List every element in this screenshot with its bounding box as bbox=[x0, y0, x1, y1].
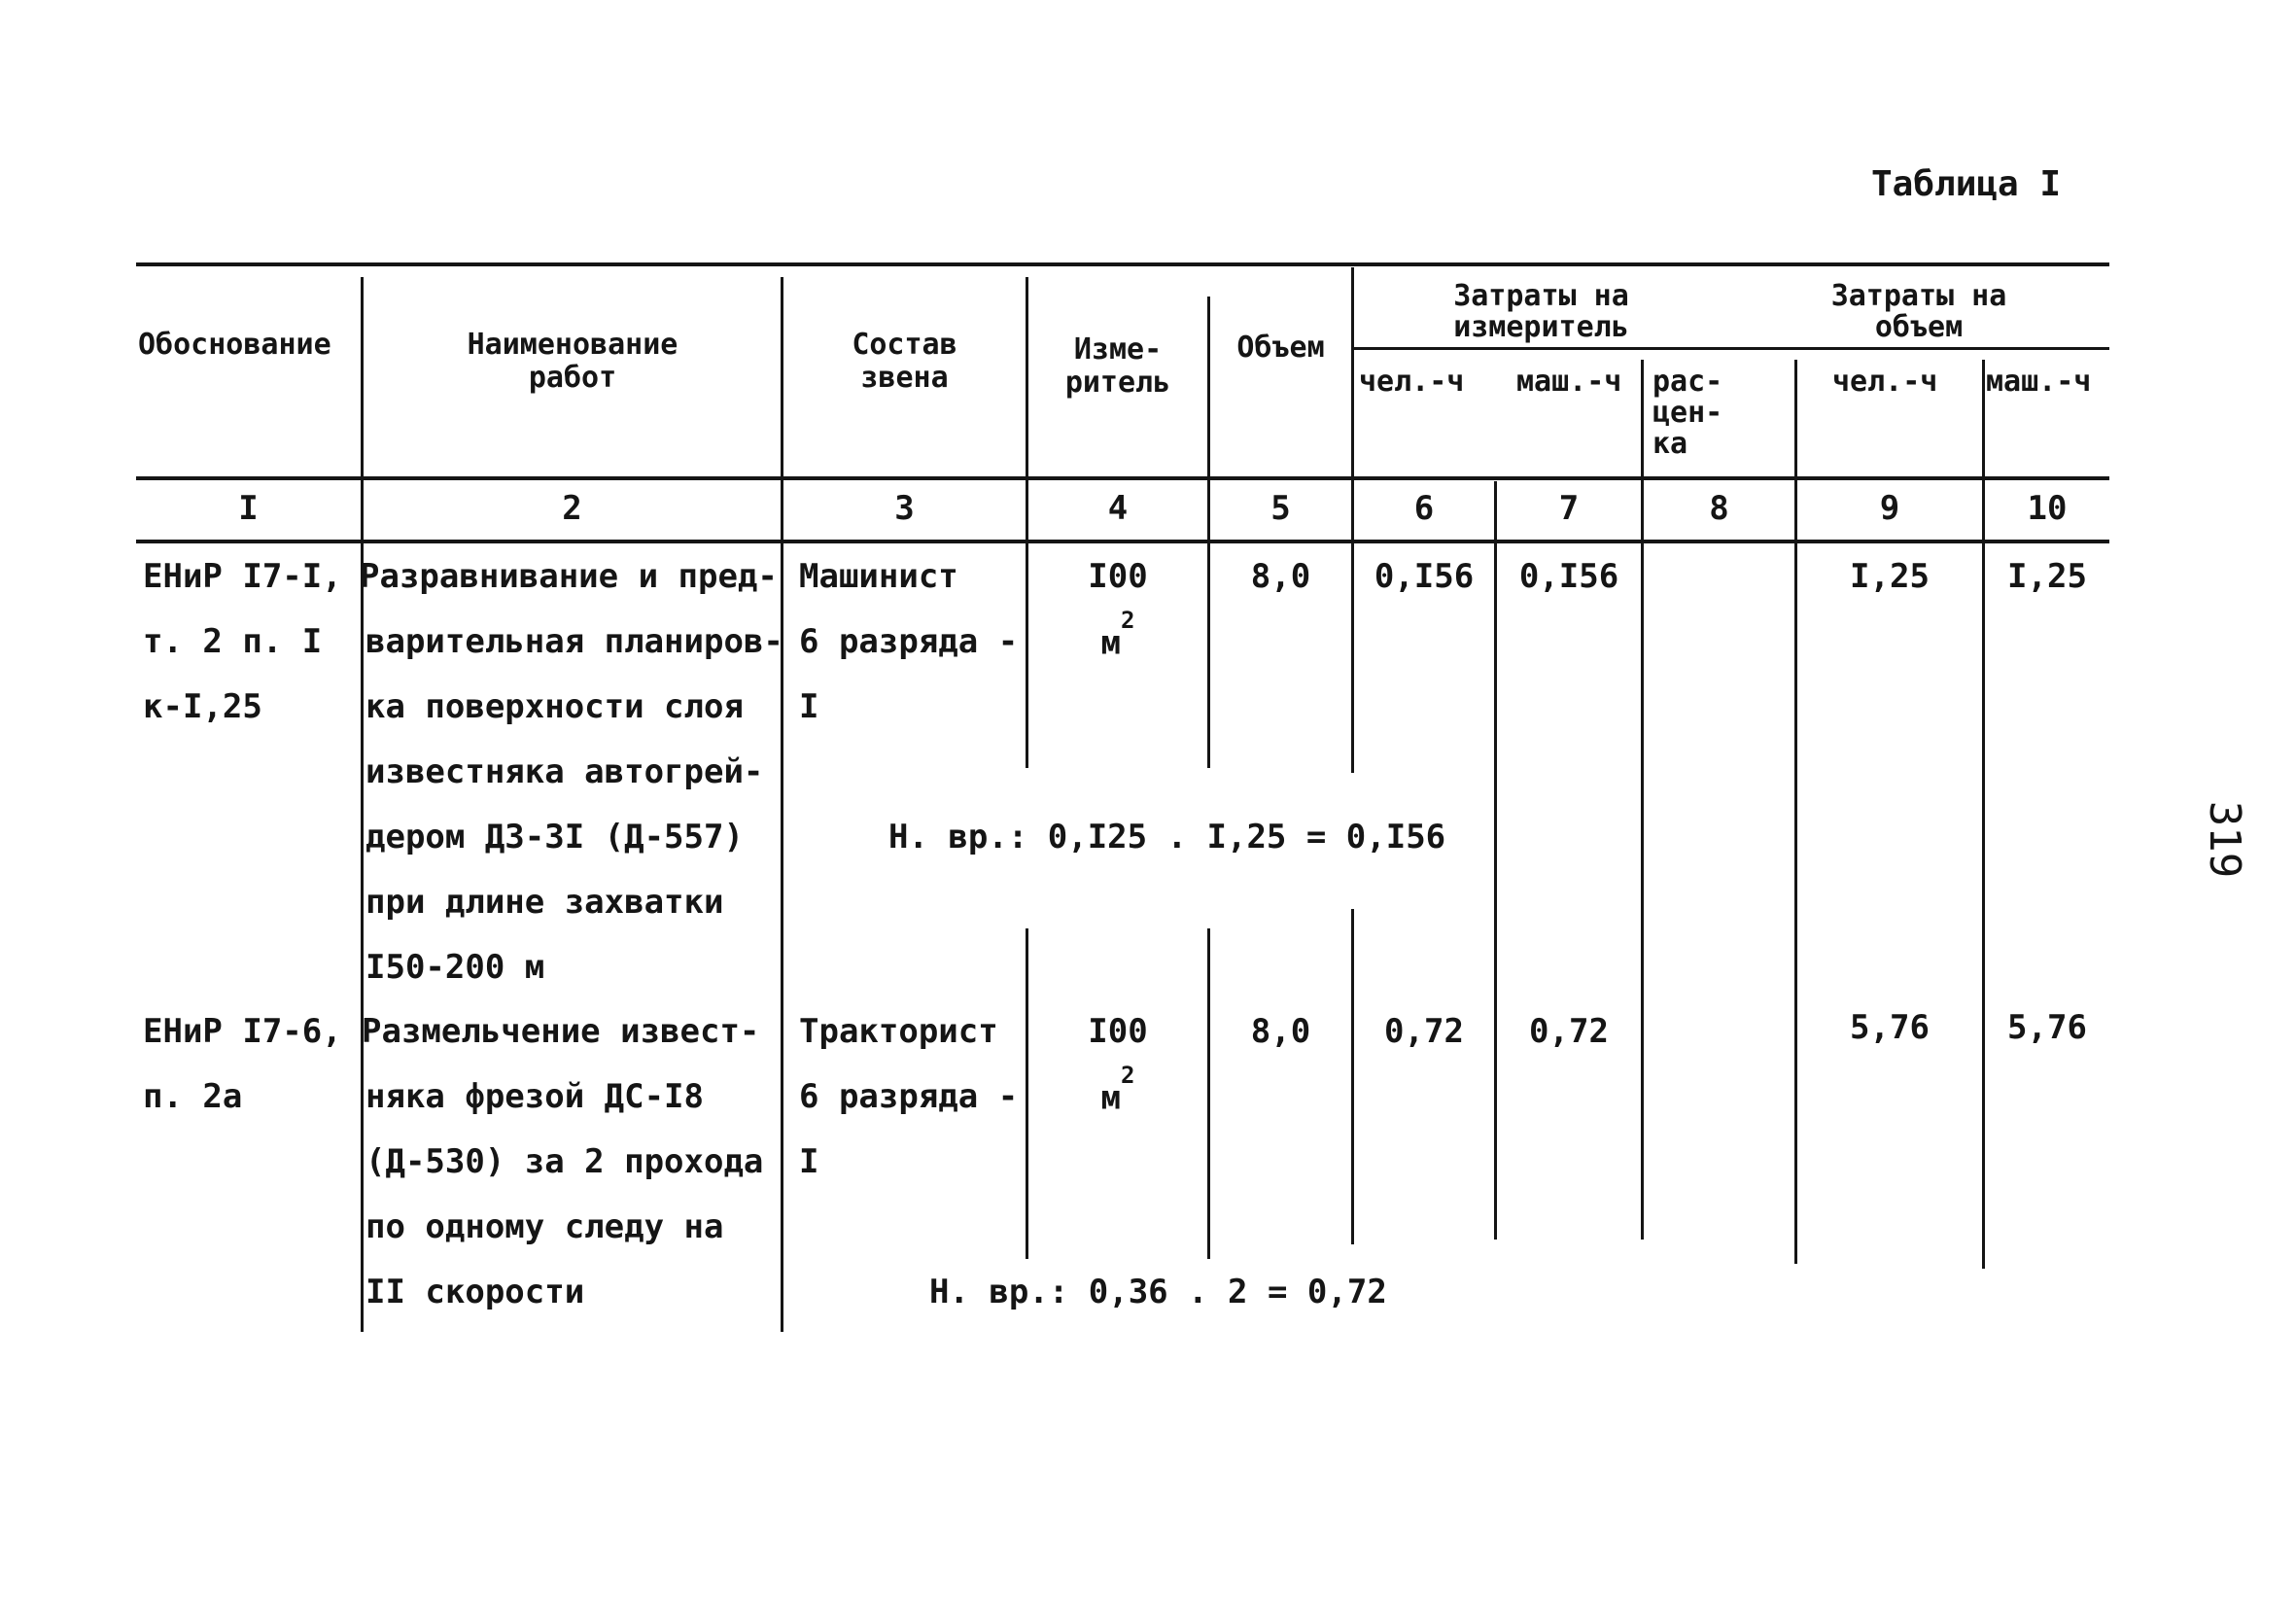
row1-work-1: Разравнивание и пред- bbox=[360, 557, 778, 596]
header-work-name-1: Наименование bbox=[467, 328, 678, 362]
numbers-bottom-rule bbox=[136, 540, 2109, 543]
row1-crew-3: I bbox=[799, 687, 819, 726]
row1-volume: 8,0 bbox=[1250, 557, 1311, 596]
row1-work-4: известняка автогрей- bbox=[365, 752, 764, 791]
row1-machine-per-unit: 0,I56 bbox=[1518, 557, 1619, 596]
row1-work-5: дером ДЗ-3I (Д-557) bbox=[365, 818, 744, 856]
col-rule-4a bbox=[1207, 297, 1210, 768]
header-unit-1: Изме- bbox=[1073, 332, 1163, 367]
header-rate-1: рас- bbox=[1652, 365, 1723, 399]
row1-norm-formula: Н. вр.: 0,I25 . I,25 = 0,I56 bbox=[883, 821, 1451, 854]
col-rule-2 bbox=[781, 277, 783, 1332]
row2-crew-3: I bbox=[799, 1142, 819, 1181]
row1-basis-3: к-I,25 bbox=[143, 687, 262, 726]
row1-crew-1: Машинист bbox=[799, 557, 958, 596]
header-basis: Обоснование bbox=[138, 328, 331, 362]
colnum-7: 7 bbox=[1558, 489, 1580, 528]
colnum-2: 2 bbox=[562, 489, 582, 528]
row2-norm-formula: Н. вр.: 0,36 . 2 = 0,72 bbox=[923, 1275, 1393, 1309]
colnum-9: 9 bbox=[1879, 489, 1900, 528]
row2-volume: 8,0 bbox=[1250, 1012, 1311, 1051]
group1-rule bbox=[1351, 347, 1728, 350]
page-number: 319 bbox=[2199, 800, 2249, 879]
row2-work-5: II скорости bbox=[365, 1273, 585, 1311]
header-work-name-2: работ bbox=[528, 361, 617, 395]
col-rule-4b bbox=[1207, 928, 1210, 1259]
row1-work-7: I50-200 м bbox=[365, 948, 545, 987]
row1-basis-2: т. 2 п. I bbox=[143, 622, 323, 661]
row1-work-2: варительная планиров- bbox=[365, 622, 783, 661]
header-cost-per-unit-1: Затраты на bbox=[1453, 279, 1629, 313]
row2-basis-1: ЕНиР I7-6, bbox=[143, 1012, 342, 1051]
header-rate-2: цен- bbox=[1652, 396, 1723, 430]
row2-labor-per-unit: 0,72 bbox=[1384, 1012, 1464, 1051]
group2-rule bbox=[1728, 347, 2109, 350]
row2-unit-measure: $м^2$ bbox=[1100, 1062, 1135, 1118]
col-rule-5b bbox=[1351, 909, 1354, 1244]
row1-work-6: при длине захватки bbox=[365, 883, 724, 922]
row2-machine-total: 5,76 bbox=[2007, 1008, 2087, 1047]
row1-unit-measure: $м^2$ bbox=[1100, 607, 1135, 663]
row2-work-3: (Д-530) за 2 прохода bbox=[365, 1142, 764, 1181]
col-rule-1 bbox=[361, 277, 364, 1332]
row1-basis-1: ЕНиР I7-I, bbox=[143, 557, 342, 596]
row1-machine-total: I,25 bbox=[2007, 557, 2087, 596]
row2-work-1: Размельчение извест- bbox=[362, 1012, 760, 1051]
row2-work-4: по одному следу на bbox=[365, 1207, 724, 1246]
header-rate-3: ка bbox=[1652, 427, 1688, 461]
header-cost-per-volume-1: Затраты на bbox=[1830, 279, 2007, 313]
row2-crew-1: Тракторист bbox=[799, 1012, 998, 1051]
colnum-4: 4 bbox=[1107, 489, 1129, 528]
row1-unit-value: I00 bbox=[1088, 557, 1148, 596]
col-rule-6 bbox=[1494, 481, 1497, 1240]
header-labor-per-unit: чел.-ч bbox=[1359, 365, 1465, 399]
colnum-8: 8 bbox=[1709, 489, 1729, 528]
colnum-3: 3 bbox=[894, 489, 915, 528]
colnum-1: I bbox=[238, 489, 259, 528]
header-labor-total: чел.-ч bbox=[1832, 365, 1938, 399]
colnum-6: 6 bbox=[1413, 489, 1435, 528]
header-unit-2: ритель bbox=[1064, 366, 1171, 400]
row1-labor-total: I,25 bbox=[1850, 557, 1930, 596]
row1-work-3: ка поверхности слоя bbox=[365, 687, 744, 726]
colnum-10: 10 bbox=[2027, 489, 2068, 528]
header-bottom-rule bbox=[136, 476, 2109, 480]
row1-labor-per-unit: 0,I56 bbox=[1374, 557, 1475, 596]
row1-crew-2: 6 разряда - bbox=[799, 622, 1019, 661]
header-cost-per-unit-2: измеритель bbox=[1453, 310, 1629, 344]
header-volume: Объем bbox=[1236, 331, 1325, 365]
row2-unit-value: I00 bbox=[1088, 1012, 1148, 1051]
table-title: Таблица I bbox=[1871, 164, 2062, 204]
colnum-5: 5 bbox=[1270, 489, 1291, 528]
header-crew-1: Состав bbox=[852, 328, 957, 362]
header-cost-per-volume-2: объем bbox=[1874, 310, 1964, 344]
row2-crew-2: 6 разряда - bbox=[799, 1077, 1019, 1116]
row2-work-2: няка фрезой ДС-I8 bbox=[365, 1077, 704, 1116]
table-top-rule bbox=[136, 262, 2109, 266]
row2-basis-2: п. 2а bbox=[143, 1077, 243, 1116]
header-crew-2: звена bbox=[860, 361, 949, 395]
header-machine-total: маш.-ч bbox=[1986, 365, 2092, 399]
row2-labor-total: 5,76 bbox=[1850, 1008, 1930, 1047]
header-machine-per-unit: маш.-ч bbox=[1516, 365, 1622, 399]
row2-machine-per-unit: 0,72 bbox=[1529, 1012, 1609, 1051]
